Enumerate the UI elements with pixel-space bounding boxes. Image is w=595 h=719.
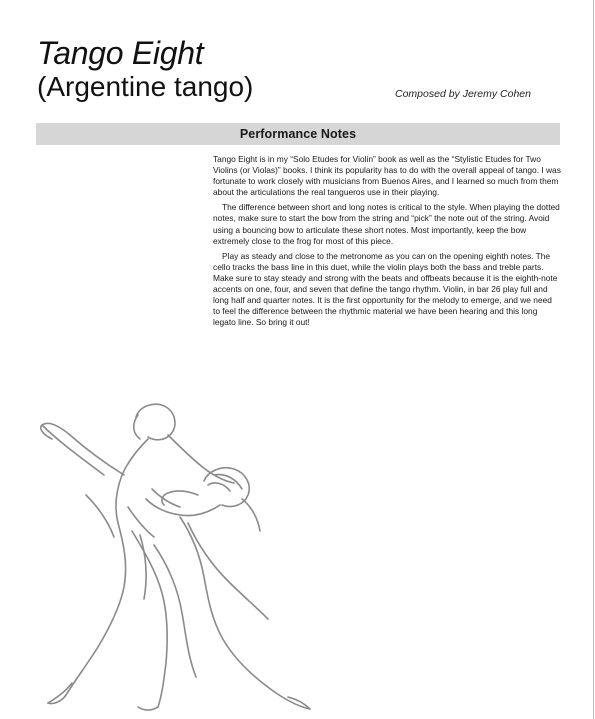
page-subtitle: (Argentine tango) (37, 71, 254, 102)
notes-paragraph-3: Play as steady and close to the metronome as you can on the opening eighth notes. The cello tracks the bass line in this duet, while the violin plays both the bass and treble parts. Make sure to stay steady and strong with the beats and offbeats because it is the eighth-note accents on one, four, and seven that define the tango rhythm. Violin, in bar 26 play full and long half and quarter notes. It is the first opportunity for the melody to emerge, and we need to feel the difference between the rhythmic material we have been hearing and this long legato line. So bring it out! (213, 250, 558, 328)
composer-credit: Composed by Jeremy Cohen (395, 88, 531, 100)
tango-dancers-icon (28, 395, 318, 715)
performance-notes (213, 154, 561, 332)
section-heading: Performance Notes (239, 127, 357, 141)
section-banner (36, 123, 560, 145)
page-title: Tango Eight (37, 35, 204, 71)
notes-paragraph-2: The difference between short and long notes is critical to the style. When playing the dotted notes, make sure to start the bow from the string and “pick” the note out of the string. Avoid using a bouncing bow to articulate these short notes. Most importantly, keep the bow extremely close to the frog for most of this piece. (213, 202, 560, 246)
notes-paragraph-1: Tango Eight is in my “Solo Etudes for Violin” book as well as the “Stylistic Etudes for Two Violins (or Violas)” books. I think its popularity has to do with the overall appeal of tango. I was fortunate to work closely with musicians from Buenos Aires, and I learned so much from them about the articulations the real tangueros use in their playing. (213, 154, 561, 198)
